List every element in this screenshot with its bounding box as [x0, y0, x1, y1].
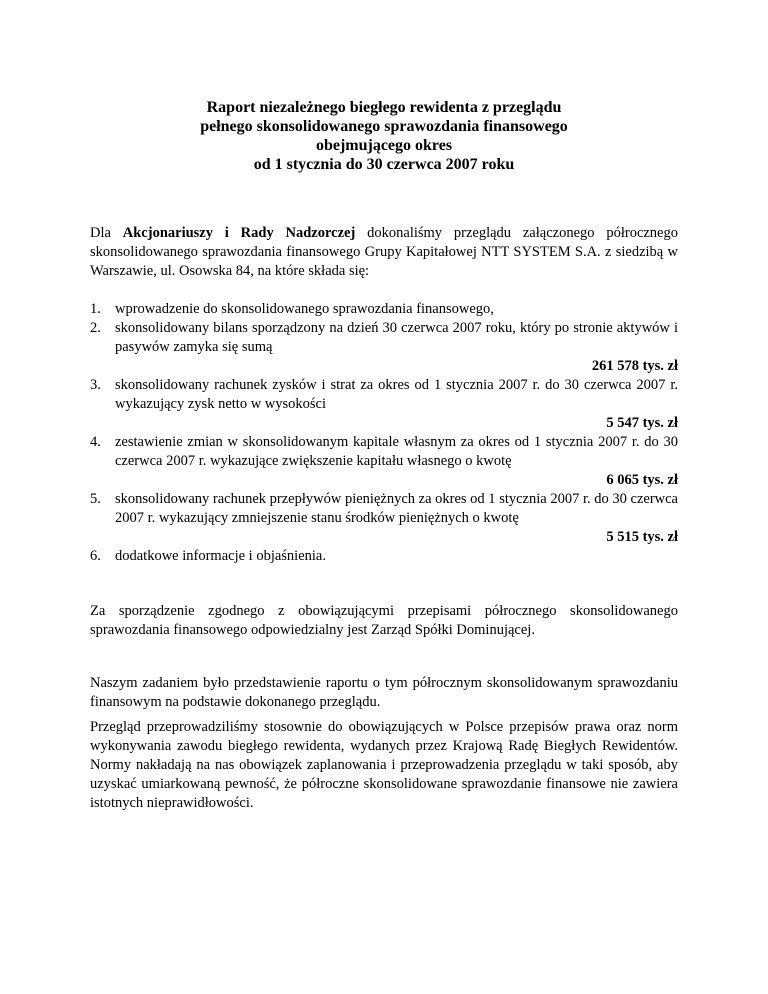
list-item-amount: 6 065 tys. zł	[606, 472, 678, 488]
statement-components-list	[90, 300, 678, 566]
title-line-3: obejmującego okres	[315, 137, 453, 154]
list-item-amount: 5 515 tys. zł	[606, 529, 678, 545]
task-text: Naszym zadaniem było przedstawienie raportu o tym półrocznym skonsolidowanym sprawozdaniu finansowym na podstawie dokonanego przeglądu.	[90, 675, 678, 710]
responsibility-paragraph	[90, 602, 678, 640]
intro-paragraph	[90, 224, 678, 281]
list-item-text: zestawienie zmian w skonsolidowanym kapitale własnym za okres od 1 stycznia 2007 r. do 30 czerwca 2007 r. wykazujące zwiększenie kapitału własnego o kwotę	[115, 434, 678, 469]
list-item-amount: 5 547 tys. zł	[606, 415, 678, 431]
list-item-number: 3.	[90, 377, 101, 393]
list-item-number: 2.	[90, 320, 101, 336]
list-item-number: 4.	[90, 434, 101, 450]
list-item	[90, 547, 678, 566]
intro-addressee: Akcjonariuszy i Rady Nadzorczej	[122, 225, 356, 241]
list-item	[90, 376, 678, 433]
list-item	[90, 490, 678, 547]
standards-paragraph	[90, 718, 678, 813]
standards-text: Przegląd przeprowadziliśmy stosownie do obowiązujących w Polsce przepisów prawa oraz norm wykonywania zawodu biegłego rewidenta, wydanych przez Krajową Radę Biegłych Rewidentów. Normy nakładają na nas obowiązek zaplanowania i przeprowadzenia przeglądu w taki sposób, aby uzyskać umiarkowaną pewność, że półroczne skonsolidowane sprawozdanie finansowe nie zawiera istotnych nieprawidłowości.	[90, 719, 678, 811]
list-item-text: wprowadzenie do skonsolidowanego sprawozdania finansowego,	[115, 301, 494, 317]
list-item-text: skonsolidowany rachunek przepływów pieniężnych za okres od 1 stycznia 2007 r. do 30 czerwca 2007 r. wykazujący zmniejszenie stanu środków pieniężnych o kwotę	[115, 491, 678, 526]
list-item-amount: 261 578 tys. zł	[591, 358, 678, 374]
list-item-number: 1.	[90, 301, 101, 317]
title-line-4: od 1 stycznia do 30 czerwca 2007 roku	[253, 156, 515, 173]
list-item-text: skonsolidowany rachunek zysków i strat za okres od 1 stycznia 2007 r. do 30 czerwca 2007 r. wykazujący zysk netto w wysokości	[115, 377, 678, 412]
list-item	[90, 319, 678, 376]
title-line-1: Raport niezależnego biegłego rewidenta z przeglądu	[206, 99, 562, 116]
responsibility-text: Za sporządzenie zgodnego z obowiązującymi przepisami półrocznego skonsolidowanego sprawozdania finansowego odpowiedzialny jest Zarząd Spółki Dominującej.	[90, 603, 678, 638]
list-item-number: 6.	[90, 548, 101, 564]
task-paragraph	[90, 674, 678, 712]
list-item-text: dodatkowe informacje i objaśnienia.	[115, 548, 326, 564]
list-item-number: 5.	[90, 491, 101, 507]
intro-prefix: Dla	[90, 225, 123, 241]
title-line-2: pełnego skonsolidowanego sprawozdania finansowego	[200, 118, 568, 135]
list-item	[90, 433, 678, 490]
intro-text: dokonaliśmy przeglądu załączonego półrocznego skonsolidowanego sprawozdania finansowego Grupy Kapitałowej NTT SYSTEM S.A. z siedzibą w Warszawie, ul. Osowska 84, na które składa się:	[90, 225, 678, 279]
report-title	[90, 98, 678, 174]
list-item	[90, 300, 678, 319]
list-item-text: skonsolidowany bilans sporządzony na dzień 30 czerwca 2007 roku, który po stronie aktywów i pasywów zamyka się sumą	[115, 320, 678, 355]
